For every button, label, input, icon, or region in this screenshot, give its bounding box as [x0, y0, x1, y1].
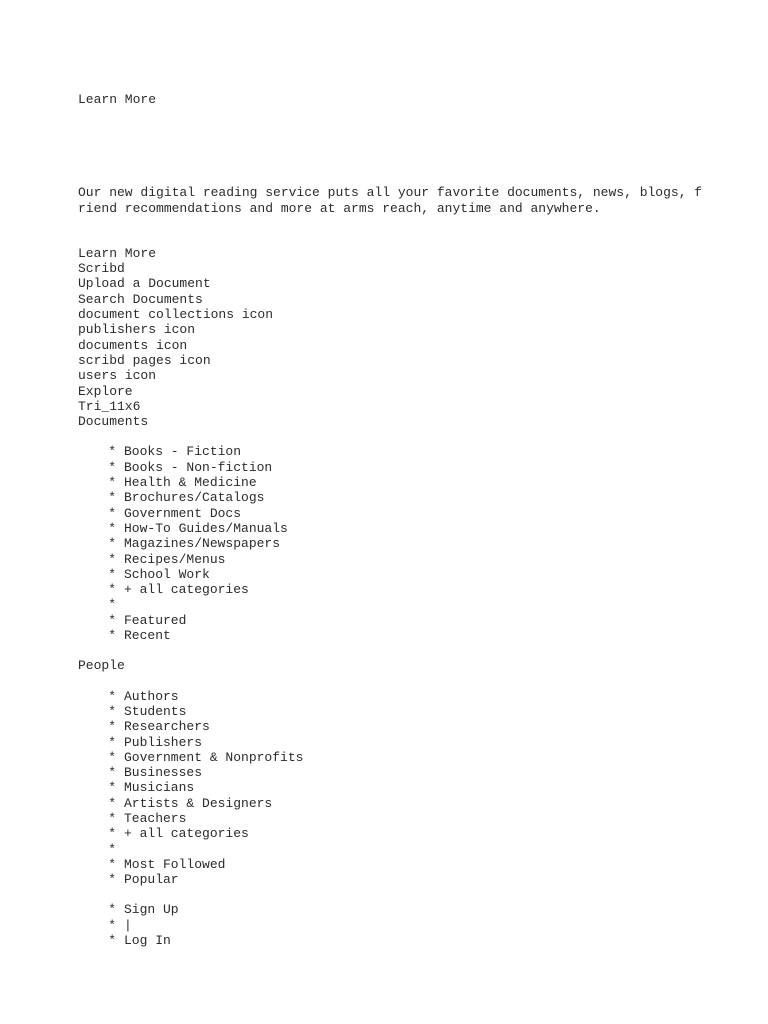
bullet-marker: * — [108, 520, 116, 536]
explore-link[interactable]: Explore — [78, 383, 133, 399]
list-item[interactable] — [78, 811, 718, 826]
list-item[interactable] — [78, 490, 718, 505]
scribd-home-link[interactable]: Scribd — [78, 261, 125, 277]
list-item-label[interactable]: Teachers — [124, 810, 187, 826]
list-item-label[interactable]: Brochures/Catalogs — [124, 490, 265, 506]
list-item-label[interactable]: How-To Guides/Manuals — [124, 520, 288, 536]
spacer — [78, 107, 718, 185]
list-item[interactable] — [78, 613, 718, 628]
list-item[interactable] — [78, 857, 718, 872]
learn-more-link-top[interactable]: Learn More — [78, 92, 157, 107]
bullet-marker: * — [108, 719, 116, 735]
bullet-marker: * — [108, 566, 116, 582]
spacer — [78, 674, 718, 689]
list-item-label[interactable]: Musicians — [124, 780, 195, 796]
list-item — [78, 842, 718, 857]
bullet-marker: * — [108, 612, 116, 628]
list-item-label[interactable]: Featured — [124, 612, 187, 628]
list-item[interactable] — [78, 444, 718, 459]
document-collections-icon[interactable]: document collections icon — [78, 307, 274, 323]
learn-more-link[interactable]: Learn More — [78, 245, 157, 261]
triangle-icon: Tri_11x6 — [78, 398, 141, 414]
bullet-marker: * — [108, 917, 116, 933]
list-item-label[interactable]: Government Docs — [124, 505, 242, 521]
log-in-item[interactable] — [78, 933, 718, 948]
users-icon[interactable]: users icon — [78, 368, 157, 384]
list-item[interactable] — [78, 826, 718, 841]
intro-text-line2: riend recommendations and more at arms reach, anytime and anywhere. — [78, 200, 601, 216]
list-item[interactable] — [78, 506, 718, 521]
bullet-marker: * — [108, 780, 116, 796]
list-item — [78, 597, 718, 612]
bullet-marker: * — [108, 703, 116, 719]
intro-text-line1: Our new digital reading service puts all your favorite documents, news, blogs, f — [78, 185, 703, 201]
bullet-marker: * — [108, 933, 116, 949]
list-item-label[interactable]: School Work — [124, 566, 210, 582]
spacer — [78, 216, 718, 246]
list-item[interactable] — [78, 780, 718, 795]
documents-heading[interactable]: Documents — [78, 414, 149, 430]
list-item[interactable] — [78, 475, 718, 490]
list-item[interactable] — [78, 719, 718, 734]
separator-item — [78, 918, 718, 933]
publishers-icon[interactable]: publishers icon — [78, 322, 196, 338]
bullet-marker: * — [108, 505, 116, 521]
upload-document-link[interactable]: Upload a Document — [78, 276, 211, 292]
list-item[interactable] — [78, 582, 718, 597]
scribd-pages-icon[interactable]: scribd pages icon — [78, 352, 211, 368]
list-item[interactable] — [78, 796, 718, 811]
bullet-marker: * — [108, 688, 116, 704]
list-item-label[interactable]: Researchers — [124, 719, 210, 735]
bullet-marker: * — [108, 459, 116, 475]
bullet-marker: * — [108, 734, 116, 750]
list-item[interactable] — [78, 735, 718, 750]
spacer — [78, 643, 718, 658]
list-item-label[interactable]: Health & Medicine — [124, 475, 257, 491]
bullet-marker: * — [108, 475, 116, 491]
account-links-list — [78, 902, 718, 948]
list-item-label[interactable]: Recent — [124, 628, 171, 644]
documents-icon[interactable]: documents icon — [78, 337, 188, 353]
list-item-label[interactable]: Most Followed — [124, 856, 226, 872]
bullet-marker: * — [108, 872, 116, 888]
sign-up-item[interactable] — [78, 902, 718, 917]
list-item-label[interactable]: Publishers — [124, 734, 203, 750]
page-content — [78, 92, 718, 948]
bullet-marker: * — [108, 841, 116, 857]
list-item-label[interactable]: Books - Non-fiction — [124, 459, 273, 475]
list-item[interactable] — [78, 765, 718, 780]
bullet-marker: * — [108, 826, 116, 842]
list-item[interactable] — [78, 750, 718, 765]
bullet-marker: * — [108, 749, 116, 765]
list-item-label[interactable]: Books - Fiction — [124, 444, 242, 460]
log-in-link[interactable]: Log In — [124, 933, 171, 949]
bullet-marker: * — [108, 551, 116, 567]
documents-category-list — [78, 444, 718, 643]
bullet-marker: * — [108, 856, 116, 872]
people-category-list — [78, 689, 718, 888]
list-item-label[interactable]: + all categories — [124, 826, 249, 842]
list-item[interactable] — [78, 460, 718, 475]
list-item[interactable] — [78, 689, 718, 704]
list-item-label[interactable]: Artists & Designers — [124, 795, 273, 811]
list-item-label[interactable]: + all categories — [124, 582, 249, 598]
list-item[interactable] — [78, 536, 718, 551]
list-item-label[interactable]: Students — [124, 703, 187, 719]
list-item[interactable] — [78, 567, 718, 582]
bullet-marker: * — [108, 536, 116, 552]
bullet-marker: * — [108, 902, 116, 918]
list-item-label[interactable]: Businesses — [124, 765, 203, 781]
list-item[interactable] — [78, 521, 718, 536]
list-item[interactable] — [78, 552, 718, 567]
list-item[interactable] — [78, 872, 718, 887]
people-heading[interactable]: People — [78, 658, 125, 674]
bullet-marker: * — [108, 628, 116, 644]
list-item-label[interactable]: Government & Nonprofits — [124, 749, 304, 765]
bullet-marker: * — [108, 582, 116, 598]
list-item-label[interactable]: Popular — [124, 872, 179, 888]
bullet-marker: * — [108, 597, 116, 613]
list-item-label[interactable]: Magazines/Newspapers — [124, 536, 281, 552]
spacer — [78, 429, 718, 444]
bullet-marker: * — [108, 765, 116, 781]
list-item-label[interactable]: Recipes/Menus — [124, 551, 226, 567]
bullet-marker: * — [108, 444, 116, 460]
list-item-label[interactable]: Authors — [124, 688, 179, 704]
sign-up-link[interactable]: Sign Up — [124, 902, 179, 918]
separator: | — [124, 917, 132, 933]
bullet-marker: * — [108, 490, 116, 506]
bullet-marker: * — [108, 795, 116, 811]
list-item[interactable] — [78, 704, 718, 719]
bullet-marker: * — [108, 810, 116, 826]
search-documents-link[interactable]: Search Documents — [78, 291, 203, 307]
list-item[interactable] — [78, 628, 718, 643]
spacer — [78, 887, 718, 902]
